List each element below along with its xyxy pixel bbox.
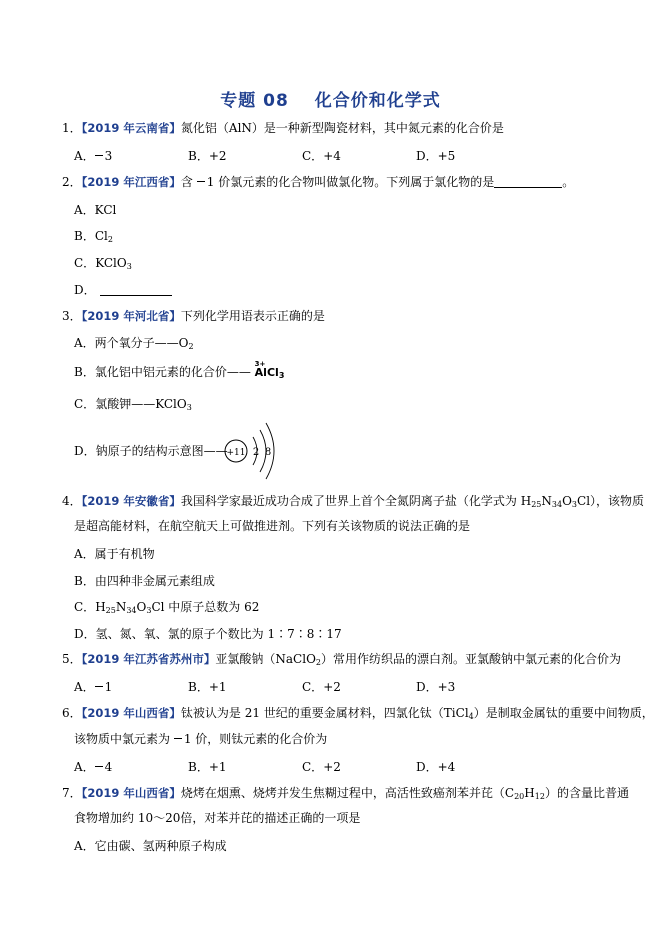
option-label: A． [74, 149, 95, 163]
formula-alcl3 [254, 360, 285, 381]
question-4 [62, 493, 644, 509]
superscript: 3+ [254, 360, 266, 368]
q4-option-b[interactable] [74, 573, 215, 589]
question-source: 【2019 年山西省】 [81, 706, 181, 720]
question-source: 【2019 年山西省】 [81, 786, 181, 800]
shell-electrons-1: 2 [252, 447, 260, 458]
q3-option-b[interactable] [74, 360, 285, 381]
q2-option-a[interactable] [74, 202, 116, 218]
option-value: +4 [323, 149, 341, 163]
option-label: B． [74, 229, 95, 243]
q6-option-c[interactable] [302, 759, 341, 775]
option-value: KCl [94, 203, 117, 217]
question-text: 1 价，则钛元素的化合价为 [183, 732, 328, 746]
page-title [0, 86, 661, 111]
q5-option-d[interactable] [416, 679, 455, 695]
question-text: 含 [180, 175, 193, 189]
q6-option-d[interactable] [416, 759, 455, 775]
subscript: 25 [531, 500, 542, 509]
option-label: C． [74, 600, 96, 614]
formula: AlCl [254, 366, 279, 379]
question-2 [62, 174, 574, 190]
q7-option-a[interactable] [74, 838, 227, 854]
option-label: D． [416, 760, 438, 774]
q4-option-a[interactable] [74, 546, 155, 562]
option-value: H [95, 600, 106, 614]
question-7-continued [74, 810, 360, 826]
subscript: 3 [278, 371, 285, 380]
option-value: +4 [437, 760, 456, 774]
option-value: +1 [208, 680, 227, 694]
option-label: D． [416, 149, 438, 163]
question-source: 【2019 年江西省】 [81, 175, 181, 189]
question-text: 氮化铝（AlN）是一种新型陶瓷材料，其中氮元素的化合价是 [180, 121, 504, 135]
option-value: 1 [104, 680, 113, 694]
subscript: 2 [315, 658, 322, 667]
option-value: Cl 中原子总数为 62 [151, 600, 260, 614]
option-label: C． [302, 680, 324, 694]
option-label: D． [74, 444, 96, 458]
option-label: D． [74, 627, 96, 641]
question-number: 5． [62, 652, 82, 666]
question-text: Cl），该物质 [577, 494, 645, 508]
option-value: N [115, 600, 127, 614]
subscript: 3 [186, 403, 192, 412]
option-label: A． [74, 336, 95, 350]
subscript: 34 [551, 500, 563, 509]
option-value: +2 [323, 680, 341, 694]
q2-option-b[interactable] [74, 228, 113, 244]
q2-option-c[interactable] [74, 255, 132, 271]
q1-option-c[interactable] [302, 148, 341, 164]
option-value: 由四种非金属元素组成 [94, 574, 215, 588]
subscript: 3 [571, 500, 578, 509]
question-source: 【2019 年安徽省】 [81, 494, 181, 508]
question-text: 我国科学家最近成功合成了世界上首个全氮阴离子盐（化学式为 H [180, 494, 532, 508]
question-text: 1 价氯元素的化合物叫做氯化物。下列属于氯化物的是 [206, 175, 495, 189]
option-value: Cl [94, 229, 108, 243]
question-3 [62, 308, 325, 324]
q4-option-c[interactable] [74, 599, 259, 615]
option-label: B． [74, 574, 95, 588]
q5-option-c[interactable] [302, 679, 341, 695]
option-value: 属于有机物 [94, 547, 155, 561]
question-5 [62, 651, 621, 667]
question-6 [62, 705, 654, 721]
option-label: A． [74, 760, 95, 774]
question-text: 钛被认为是 21 世纪的重要金属材料，四氯化钛（TiCl [180, 706, 469, 720]
question-source: 【2019 年河北省】 [81, 309, 181, 323]
question-number: 2． [62, 175, 82, 189]
title-sub: 化合价和化学式 [314, 91, 441, 111]
question-source: 【2019 年云南省】 [81, 121, 181, 135]
q6-option-a[interactable] [74, 759, 112, 775]
option-value: +2 [323, 760, 341, 774]
option-value: +1 [208, 760, 227, 774]
minus-sign [95, 766, 103, 767]
question-number: 4． [62, 494, 82, 508]
sodium-atom-diagram [222, 420, 282, 482]
option-label: A． [74, 203, 95, 217]
option-label: A． [74, 547, 95, 561]
question-text: 食物增加约 10～20倍，对苯并芘的描述正确的一项是 [74, 811, 361, 825]
option-label: C． [74, 397, 96, 411]
option-value: 4 [104, 760, 113, 774]
option-value: +5 [437, 149, 456, 163]
question-7 [62, 785, 629, 801]
subscript: 3 [146, 606, 152, 615]
option-value: +2 [208, 149, 227, 163]
answer-blank[interactable] [494, 175, 562, 188]
option-label: D． [74, 283, 96, 297]
subscript: 12 [534, 792, 545, 801]
subscript: 34 [126, 606, 137, 615]
option-value: 它由碳、氢两种原子构成 [94, 839, 227, 853]
option-value: 两个氧分子——O [94, 336, 189, 350]
option-label: B． [188, 760, 209, 774]
q1-option-a[interactable] [74, 148, 112, 164]
minus-sign [197, 181, 205, 182]
q1-option-d[interactable] [416, 148, 455, 164]
option-label: A． [74, 839, 95, 853]
q2-option-d[interactable] [74, 282, 172, 298]
option-label: C． [74, 256, 96, 270]
q1-option-b[interactable] [188, 148, 227, 164]
q4-option-d[interactable] [74, 626, 342, 642]
question-number: 7． [62, 786, 82, 800]
question-6-continued [74, 731, 327, 747]
nucleus-charge: +11 [226, 448, 246, 458]
option-value: KClO [95, 256, 127, 270]
question-text: 亚氯酸钠（NaClO [215, 652, 316, 666]
option-label: C． [302, 149, 324, 163]
question-text: 下列化学用语表示正确的是 [180, 309, 325, 323]
option-label: B． [188, 149, 209, 163]
question-text: 烧烤在烟熏、烧烤并发生焦糊过程中，高活性致癌剂苯并芘（C [180, 786, 515, 800]
option-value: 3 [104, 149, 113, 163]
q5-option-a[interactable] [74, 679, 112, 695]
q3-option-a[interactable] [74, 335, 194, 351]
question-number: 6． [62, 706, 82, 720]
option-label: D． [416, 680, 438, 694]
question-number: 1． [62, 121, 82, 135]
subscript: 20 [514, 792, 525, 801]
option-label: C． [302, 760, 324, 774]
q3-option-c[interactable] [74, 396, 192, 412]
question-text: 该物质中氯元素为 [74, 732, 171, 746]
question-4-continued [74, 518, 470, 534]
question-text: O [562, 494, 572, 508]
question-text: H [524, 786, 535, 800]
question-text: N [541, 494, 552, 508]
shell-electrons-2: 8 [264, 447, 272, 458]
subscript: 25 [105, 606, 116, 615]
minus-sign [95, 155, 103, 156]
title-main: 专题 08 [220, 91, 289, 111]
q5-option-b[interactable] [188, 679, 227, 695]
question-number: 3． [62, 309, 82, 323]
subscript: 4 [468, 712, 474, 721]
subscript: 2 [107, 235, 113, 244]
option-label: B． [74, 365, 95, 379]
option-value: 氢、氮、氧、氯的原子个数比为 1∶7∶8∶17 [95, 627, 342, 641]
option-label: A． [74, 680, 95, 694]
q3-option-d[interactable] [74, 443, 228, 459]
option-value: 钠原子的结构示意图—— [95, 444, 228, 458]
answer-blank[interactable] [100, 283, 172, 296]
question-source: 【2019 年江苏省苏州市】 [81, 652, 216, 666]
subscript: 3 [126, 262, 132, 271]
minus-sign [95, 686, 103, 687]
question-text: 是超高能材料，在航空航天上可做推进剂。下列有关该物质的说法正确的是 [74, 519, 471, 533]
option-value: 氯酸钾——KClO [95, 397, 187, 411]
question-text: ）是制取金属钛的重要中间物质， [473, 706, 654, 720]
subscript: 2 [188, 342, 194, 351]
question-1 [62, 120, 504, 136]
question-text: 。 [562, 175, 575, 189]
option-value: +3 [437, 680, 456, 694]
question-text: ）常用作纺织品的漂白剂。亚氯酸钠中氯元素的化合价为 [321, 652, 622, 666]
option-value: 氯化铝中铝元素的化合价—— [94, 365, 251, 379]
option-value: O [136, 600, 147, 614]
q6-option-b[interactable] [188, 759, 227, 775]
option-label: B． [188, 680, 209, 694]
question-text: ）的含量比普通 [544, 786, 629, 800]
minus-sign [174, 738, 182, 739]
